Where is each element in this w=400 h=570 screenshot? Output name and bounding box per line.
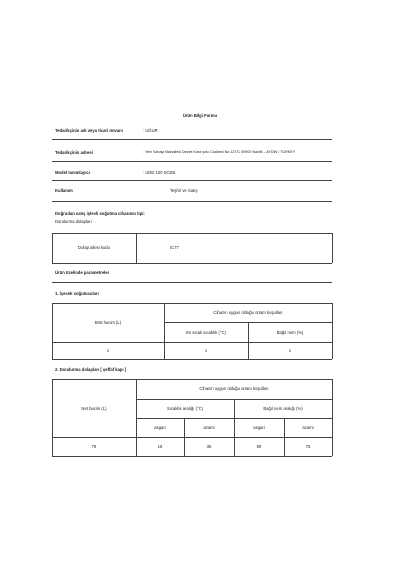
section2-heading: 2. Dondurma dolapları [ şeffaf kapı ] (55, 367, 127, 372)
table-border (332, 379, 333, 456)
table-cell: x (106, 348, 110, 353)
direct-sale-type: Dondurma dolapları (55, 219, 92, 224)
table-border (52, 359, 332, 360)
table-border (332, 303, 333, 359)
humidity-range-header: Bağıl nem aralığı (%) (263, 406, 303, 411)
supplier-name-value: : UĞUR (143, 128, 158, 133)
table-border (184, 418, 185, 456)
usage-label: Kullanım (55, 188, 73, 193)
conditions-header: Cihazın uygun olduğu ortam koşulları (199, 386, 269, 391)
supplier-address-label: Tedarikçinin adresi (55, 150, 93, 155)
max-temp-header: En sıcak sıcaklık (°C) (186, 330, 226, 335)
divider (52, 201, 332, 202)
section1-heading: 1. İçecek soğutucuları (55, 291, 99, 296)
min-header: asgari (154, 425, 166, 430)
table-border (284, 418, 285, 456)
table-border (52, 263, 332, 264)
divider (52, 139, 332, 140)
humidity-header: Bağıl nem (%) (276, 330, 304, 335)
form-title: Ürün Bilgi Formu (182, 113, 218, 118)
cabinet-family-value: IC77 (170, 245, 179, 250)
cabinet-family-label: Dolap ailesi kodu (78, 245, 110, 250)
max-header: azami (302, 425, 314, 430)
table-cell: 35 (206, 444, 212, 449)
model-label: Model tanımlayıcı (55, 170, 90, 175)
table-border (332, 233, 333, 263)
table-cell: 78 (91, 444, 97, 449)
usage-value: Teşhir ve Satış (170, 188, 198, 193)
table-border (136, 233, 137, 263)
parameters-heading: Ürün özelinde parametreler (55, 270, 110, 275)
model-value: : UDD 100 SCEB (143, 170, 176, 175)
max-header: azami (203, 425, 215, 430)
table-cell: x (204, 348, 208, 353)
direct-sale-heading: Doğrudan satış işlevli soğutma cihazının tipi: (55, 211, 145, 216)
divider (52, 180, 332, 181)
table-border (52, 303, 332, 304)
table-border (52, 437, 332, 438)
table-cell: 80 (256, 444, 262, 449)
divider (52, 161, 332, 162)
net-volume-header: Net hacim (L) (81, 406, 107, 411)
supplier-name-label: Tedarikçinin adı veya ticari ünvanı (55, 128, 123, 133)
table-border (52, 379, 332, 380)
conditions-header: Cihazın uygun olduğu ortam koşulları (213, 310, 283, 315)
table-border (52, 342, 332, 343)
temp-range-header: Sıcaklık aralığı (°C) (166, 406, 204, 411)
min-header: asgari (253, 425, 265, 430)
supplier-address-value: : Yeni Sanayi Mahallesi Devlet Kara yolu Caddesi No:127/C 09900 Nazilli – AYDIN / TURKEY (143, 150, 296, 154)
table-cell: 16 (157, 444, 163, 449)
gross-volume-header: Brüt hacim (L) (94, 320, 122, 325)
divider (52, 282, 332, 283)
table-border (52, 456, 332, 457)
table-border (248, 322, 249, 359)
table-cell: 75 (305, 444, 311, 449)
table-cell: x (288, 348, 292, 353)
table-border (52, 233, 332, 234)
